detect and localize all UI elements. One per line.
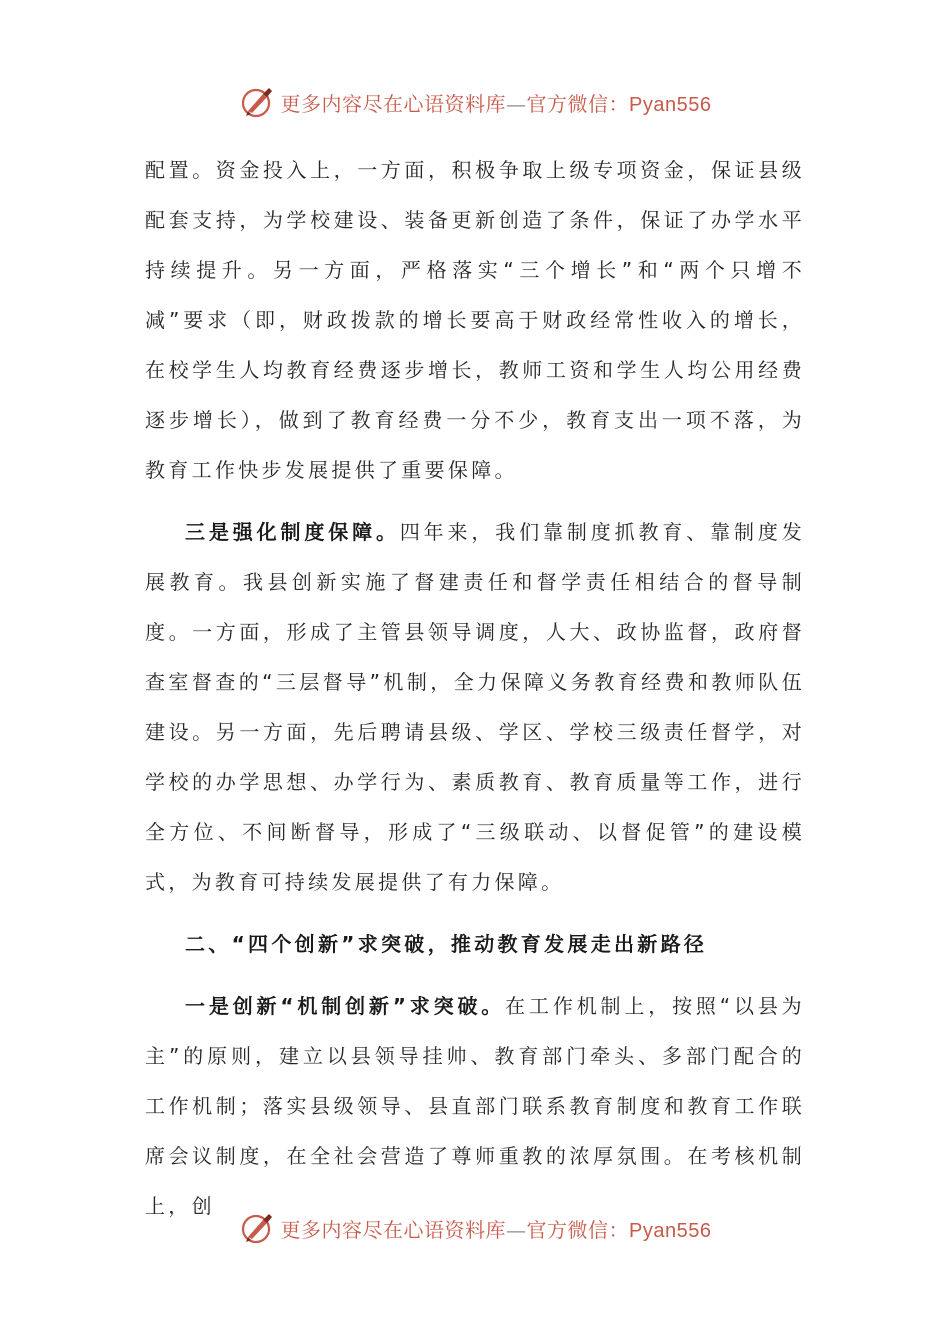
paragraph-3-lead: 一是创新“机制创新”求突破。 xyxy=(185,994,506,1018)
paragraph-3-text: 在工作机制上，按照“以县为主”的原则，建立以县领导挂帅、教育部门牵头、多部门配合的工作机制；落实县级领导、县直部门联系教育制度和教育工作联席会议制度，在全社会营造了尊师重教的浓厚氛围。在考核机制上，创 xyxy=(145,994,805,1218)
footer-watermark-text: 更多内容尽在心语资料库—官方微信：Pyan556 xyxy=(280,1217,712,1242)
document-body xyxy=(145,145,805,1231)
header-watermark-text: 更多内容尽在心语资料库—官方微信：Pyan556 xyxy=(280,91,712,116)
paragraph-2 xyxy=(145,507,805,907)
paragraph-1: 配置。资金投入上，一方面，积极争取上级专项资金，保证县级配套支持，为学校建设、装备更新创造了条件，保证了办学水平持续提升。另一方面，严格落实“三个增长”和“两个只增不减”要求（即，财政拨款的增长要高于财政经常性收入的增长，在校学生人均教育经费逐步增长，教师工资和学生人均公用经费逐步增长），做到了教育经费一分不少，教育支出一项不落，为教育工作快步发展提供了重要保障。 xyxy=(145,158,805,482)
pen-circle-logo-icon xyxy=(239,84,275,120)
section-heading: 二、“四个创新”求突破，推动教育发展走出新路径 xyxy=(185,932,708,956)
pen-circle-logo-icon xyxy=(239,1210,275,1246)
paragraph-3 xyxy=(145,981,805,1231)
footer-watermark xyxy=(0,1206,950,1250)
paragraph-2-lead: 三是强化制度保障。 xyxy=(185,520,400,544)
header-watermark xyxy=(0,80,950,124)
paragraph-2-text: 四年来，我们靠制度抓教育、靠制度发展教育。我县创新实施了督建责任和督学责任相结合的督导制度。一方面，形成了主管县领导调度，人大、政协监督，政府督查室督查的“三层督导”机制，全力保障义务教育经费和教师队伍建设。另一方面，先后聘请县级、学区、学校三级责任督学，对学校的办学思想、办学行为、素质教育、教育质量等工作，进行全方位、不间断督导，形成了“三级联动、以督促管”的建设模式，为教育可持续发展提供了有力保障。 xyxy=(145,520,805,894)
